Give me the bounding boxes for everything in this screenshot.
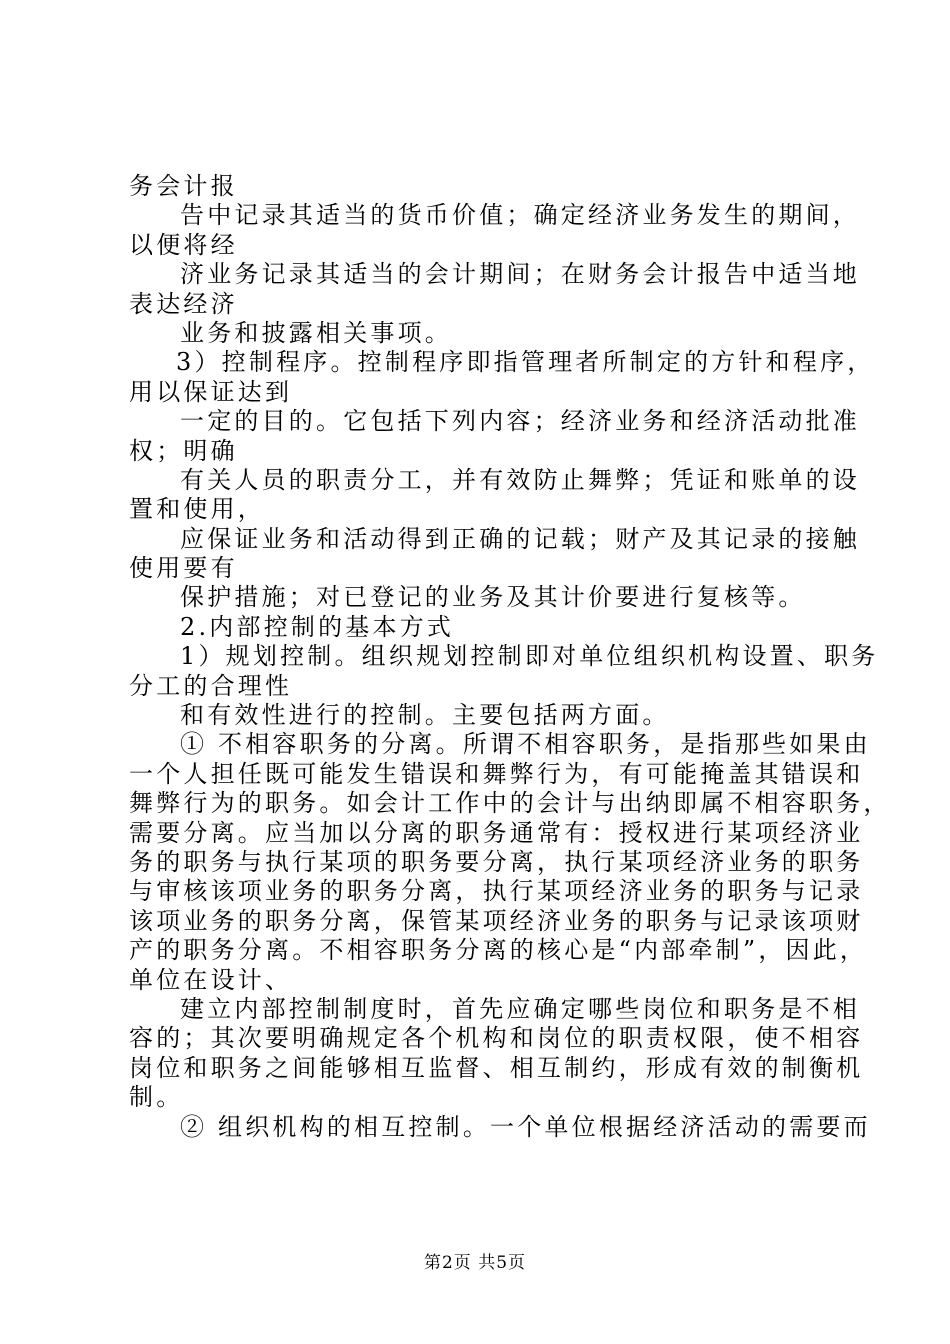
text-line: 2.内部控制的基本方式 [180, 612, 455, 641]
text-line: 务会计报 [129, 172, 238, 200]
text-line: 建立内部控制制度时，首先应确定哪些岗位和职务是不相 [180, 994, 860, 1023]
text-line: 容的；其次要明确规定各个机构和岗位的职责权限，使不相容 [129, 1024, 864, 1053]
text-line: 需要分离。应当加以分离的职务通常有：授权进行某项经济业 [129, 818, 864, 847]
text-line: 务的职务与执行某项的职务要分离，执行某项经济业务的职务 [129, 847, 864, 876]
text-line: ② 组织机构的相互控制。一个单位根据经济活动的需要而 [180, 1112, 871, 1141]
page-footer: 第2页 共5页 [423, 1253, 527, 1273]
text-line: 告中记录其适当的货币价值；确定经济业务发生的期间， [180, 201, 860, 230]
text-line: 单位在设计、 [129, 965, 293, 994]
text-line: 权；明确 [129, 436, 238, 465]
text-line: 舞弊行为的职务。如会计工作中的会计与出纳即属不相容职务， [129, 789, 891, 818]
text-line: 以便将经 [129, 230, 238, 259]
text-line: 1）规划控制。组织规划控制即对单位组织机构设置、职务 [180, 642, 879, 671]
text-line: 济业务记录其适当的会计期间；在财务会计报告中适当地 [180, 260, 860, 289]
text-line: 一个人担任既可能发生错误和舞弊行为，有可能掩盖其错误和 [129, 759, 864, 788]
text-line: 与审核该项业务的职务分离，执行某项经济业务的职务与记录 [129, 877, 864, 906]
text-line: 该项业务的职务分离，保管某项经济业务的职务与记录该项财 [129, 906, 864, 935]
text-line: 表达经济 [129, 289, 238, 318]
text-line: 岗位和职务之间能够相互监督、相互制约，形成有效的制衡机 [129, 1053, 864, 1082]
text-line: 用以保证达到 [129, 377, 293, 406]
text-line: 保护措施；对已登记的业务及其计价要进行复核等。 [180, 583, 806, 612]
text-line: 有关人员的职责分工，并有效防止舞弊；凭证和账单的设 [180, 465, 860, 494]
text-line: 一定的目的。它包括下列内容；经济业务和经济活动批准 [180, 407, 860, 436]
text-line: 和有效性进行的控制。主要包括两方面。 [180, 701, 670, 730]
text-line: 分工的合理性 [129, 671, 293, 700]
text-line: 应保证业务和活动得到正确的记载；财产及其记录的接触 [180, 524, 860, 553]
text-line: 置和使用， [129, 495, 265, 524]
text-line: 产的职务分离。不相容职务分离的核心是“内部牵制”，因此， [129, 936, 868, 965]
text-line: 制。 [129, 1083, 184, 1112]
text-line: 3）控制程序。控制程序即指管理者所制定的方针和程序， [176, 348, 875, 377]
text-line: 业务和披露相关事项。 [180, 318, 452, 347]
text-line: 使用要有 [129, 554, 238, 583]
text-line: ① 不相容职务的分离。所谓不相容职务，是指那些如果由 [180, 730, 871, 759]
body-text [129, 172, 891, 1142]
